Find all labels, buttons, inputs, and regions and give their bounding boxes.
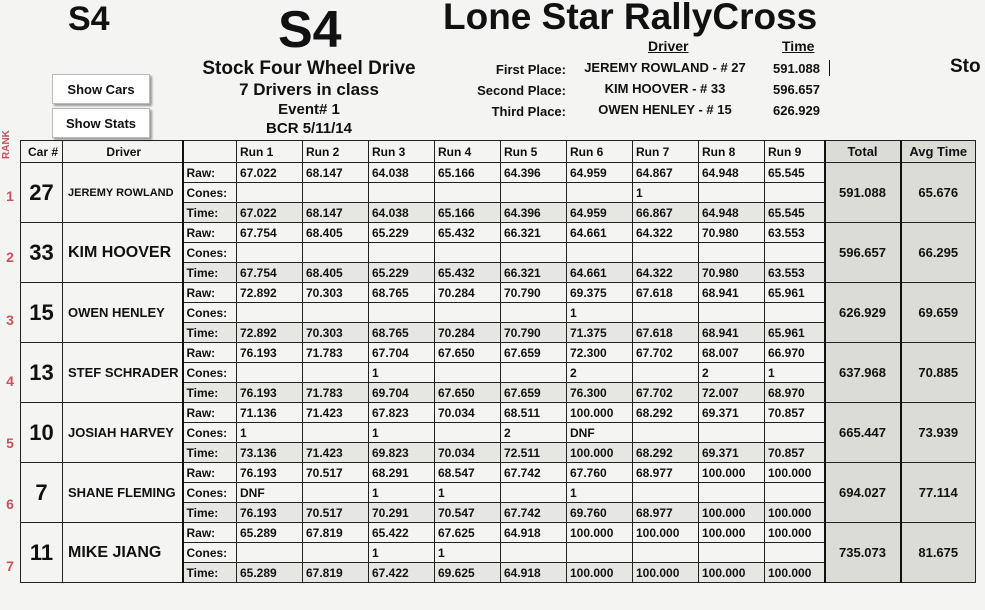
car-number: 33 bbox=[21, 223, 63, 283]
run-value: 1 bbox=[369, 543, 435, 563]
third-place-time: 626.929 bbox=[773, 103, 820, 118]
run-value: 68.765 bbox=[369, 323, 435, 343]
run-value bbox=[633, 303, 699, 323]
run-value: 68.765 bbox=[369, 283, 435, 303]
run-header: Run 3 bbox=[369, 141, 435, 163]
run-value: 72.511 bbox=[501, 443, 567, 463]
run-value: 63.553 bbox=[765, 223, 825, 243]
avg-time: 73.939 bbox=[901, 403, 976, 463]
total-time: 626.929 bbox=[825, 283, 901, 343]
run-value: 71.423 bbox=[303, 443, 369, 463]
run-value: 70.303 bbox=[303, 283, 369, 303]
first-place-label: First Place: bbox=[495, 62, 566, 77]
run-value: 70.034 bbox=[435, 403, 501, 423]
run-value: 68.405 bbox=[303, 223, 369, 243]
avg-time: 69.659 bbox=[901, 283, 976, 343]
run-value: 68.941 bbox=[699, 323, 765, 343]
first-place-time: 591.088 bbox=[773, 61, 820, 76]
avg-time: 77.114 bbox=[901, 463, 976, 523]
run-header: Run 7 bbox=[633, 141, 699, 163]
total-header: Total bbox=[825, 141, 901, 163]
row-label: Cones: bbox=[183, 483, 237, 503]
run-value bbox=[435, 243, 501, 263]
run-value bbox=[303, 183, 369, 203]
row-label: Cones: bbox=[183, 543, 237, 563]
run-value bbox=[303, 483, 369, 503]
third-place-driver: OWEN HENLEY - # 15 bbox=[598, 102, 732, 117]
row-label: Raw: bbox=[183, 283, 237, 303]
run-value bbox=[699, 243, 765, 263]
run-value: 69.704 bbox=[369, 383, 435, 403]
run-value bbox=[237, 183, 303, 203]
row-label: Raw: bbox=[183, 163, 237, 183]
run-value: 65.545 bbox=[765, 163, 825, 183]
driver-header: Driver bbox=[63, 141, 183, 163]
run-value bbox=[567, 543, 633, 563]
run-value: 72.892 bbox=[237, 323, 303, 343]
run-value bbox=[699, 183, 765, 203]
rank-number: 5 bbox=[6, 435, 14, 451]
driver-name: SHANE FLEMING bbox=[63, 463, 183, 523]
row-label: Raw: bbox=[183, 403, 237, 423]
run-value: DNF bbox=[237, 483, 303, 503]
run-value: 1 bbox=[765, 363, 825, 383]
car-number: 27 bbox=[21, 163, 63, 223]
driver-name: JOSIAH HARVEY bbox=[63, 403, 183, 463]
run-value bbox=[303, 303, 369, 323]
run-value: 67.754 bbox=[237, 223, 303, 243]
run-value: 69.625 bbox=[435, 563, 501, 583]
run-value: 1 bbox=[369, 363, 435, 383]
run-value: 68.147 bbox=[303, 163, 369, 183]
run-value: 100.000 bbox=[699, 503, 765, 523]
run-value: 71.423 bbox=[303, 403, 369, 423]
run-value: 64.038 bbox=[369, 163, 435, 183]
run-value: 100.000 bbox=[567, 563, 633, 583]
total-time: 694.027 bbox=[825, 463, 901, 523]
run-value: 100.000 bbox=[765, 523, 825, 543]
run-value bbox=[699, 483, 765, 503]
total-time: 735.073 bbox=[825, 523, 901, 583]
car-number: 15 bbox=[21, 283, 63, 343]
avg-time: 65.676 bbox=[901, 163, 976, 223]
run-value: 65.229 bbox=[369, 223, 435, 243]
run-value: 67.742 bbox=[501, 463, 567, 483]
car-number: 11 bbox=[21, 523, 63, 583]
run-value: 68.147 bbox=[303, 203, 369, 223]
run-value: 1 bbox=[567, 483, 633, 503]
run-value: 2 bbox=[567, 363, 633, 383]
class-name: Stock Four Wheel Drive bbox=[202, 58, 416, 79]
table-row bbox=[21, 223, 976, 243]
run-header: Run 2 bbox=[303, 141, 369, 163]
run-value: 68.977 bbox=[633, 503, 699, 523]
run-value: 67.650 bbox=[435, 343, 501, 363]
run-value: 1 bbox=[237, 423, 303, 443]
run-value: 67.022 bbox=[237, 163, 303, 183]
run-value: 71.783 bbox=[303, 383, 369, 403]
run-value: 69.375 bbox=[567, 283, 633, 303]
driver-name: KIM HOOVER bbox=[63, 223, 183, 283]
run-value: 67.819 bbox=[303, 523, 369, 543]
run-value bbox=[699, 543, 765, 563]
run-value bbox=[567, 243, 633, 263]
run-value: 65.961 bbox=[765, 323, 825, 343]
run-value: 66.321 bbox=[501, 263, 567, 283]
table-header-row bbox=[21, 141, 976, 163]
run-value: 71.375 bbox=[567, 323, 633, 343]
run-value: 64.959 bbox=[567, 203, 633, 223]
second-place-time: 596.657 bbox=[773, 82, 820, 97]
run-value: 70.284 bbox=[435, 323, 501, 343]
run-value: 70.980 bbox=[699, 263, 765, 283]
run-value: 65.229 bbox=[369, 263, 435, 283]
run-value bbox=[633, 243, 699, 263]
run-value: 66.321 bbox=[501, 223, 567, 243]
run-value: 68.292 bbox=[633, 403, 699, 423]
run-value: 76.193 bbox=[237, 463, 303, 483]
run-value: 100.000 bbox=[633, 523, 699, 543]
rank-number: 4 bbox=[6, 373, 14, 389]
run-value bbox=[567, 183, 633, 203]
run-value: 65.961 bbox=[765, 283, 825, 303]
run-header: Run 6 bbox=[567, 141, 633, 163]
third-place-label: Third Place: bbox=[491, 104, 566, 119]
run-value bbox=[435, 423, 501, 443]
table-row bbox=[21, 163, 976, 183]
row-label: Time: bbox=[183, 443, 237, 463]
run-value: 1 bbox=[633, 183, 699, 203]
run-value: 65.432 bbox=[435, 263, 501, 283]
run-value: 68.977 bbox=[633, 463, 699, 483]
run-value bbox=[501, 543, 567, 563]
run-header: Run 5 bbox=[501, 141, 567, 163]
driver-name: JEREMY ROWLAND bbox=[63, 163, 183, 223]
run-value: 65.289 bbox=[237, 523, 303, 543]
run-value: 64.661 bbox=[567, 263, 633, 283]
run-value bbox=[501, 243, 567, 263]
row-label: Time: bbox=[183, 503, 237, 523]
results-table bbox=[20, 140, 976, 583]
run-value: 76.193 bbox=[237, 343, 303, 363]
run-value bbox=[237, 363, 303, 383]
rank-number: 6 bbox=[6, 496, 14, 512]
run-value: DNF bbox=[567, 423, 633, 443]
car-number: 7 bbox=[21, 463, 63, 523]
run-value: 72.007 bbox=[699, 383, 765, 403]
row-label: Cones: bbox=[183, 363, 237, 383]
run-value: 67.702 bbox=[633, 343, 699, 363]
run-value: 71.136 bbox=[237, 403, 303, 423]
run-value: 1 bbox=[435, 483, 501, 503]
row-label: Raw: bbox=[183, 343, 237, 363]
first-place-driver: JEREMY ROWLAND - # 27 bbox=[584, 60, 746, 75]
run-value: 65.289 bbox=[237, 563, 303, 583]
run-value: 65.166 bbox=[435, 163, 501, 183]
run-value bbox=[765, 543, 825, 563]
run-value: 100.000 bbox=[765, 563, 825, 583]
label-header bbox=[183, 141, 237, 163]
run-value: 100.000 bbox=[567, 443, 633, 463]
run-value: 63.553 bbox=[765, 263, 825, 283]
total-time: 596.657 bbox=[825, 223, 901, 283]
drivers-in-class: 7 Drivers in class bbox=[239, 80, 379, 99]
row-label: Time: bbox=[183, 323, 237, 343]
run-value: 65.545 bbox=[765, 203, 825, 223]
run-value: 64.322 bbox=[633, 263, 699, 283]
podium-time-heading: Time bbox=[782, 38, 815, 54]
run-value bbox=[501, 363, 567, 383]
run-value bbox=[633, 363, 699, 383]
row-label: Time: bbox=[183, 263, 237, 283]
run-value: 70.034 bbox=[435, 443, 501, 463]
run-value bbox=[303, 363, 369, 383]
table-row bbox=[21, 523, 976, 543]
run-value: 70.790 bbox=[501, 283, 567, 303]
total-time: 637.968 bbox=[825, 343, 901, 403]
run-value bbox=[765, 183, 825, 203]
run-value: 1 bbox=[435, 543, 501, 563]
run-value: 67.754 bbox=[237, 263, 303, 283]
rank-number: 7 bbox=[6, 558, 14, 574]
driver-name: OWEN HENLEY bbox=[63, 283, 183, 343]
run-value: 100.000 bbox=[567, 403, 633, 423]
run-value: 64.867 bbox=[633, 163, 699, 183]
row-label: Cones: bbox=[183, 183, 237, 203]
car-number-header: Car # bbox=[21, 141, 63, 163]
run-value: 70.980 bbox=[699, 223, 765, 243]
run-value: 67.760 bbox=[567, 463, 633, 483]
run-value bbox=[501, 483, 567, 503]
run-value: 65.422 bbox=[369, 523, 435, 543]
cutoff-text: Sto bbox=[950, 56, 981, 77]
run-value: 67.659 bbox=[501, 343, 567, 363]
run-value: 76.193 bbox=[237, 383, 303, 403]
row-label: Raw: bbox=[183, 463, 237, 483]
run-value: 66.970 bbox=[765, 343, 825, 363]
run-value: 100.000 bbox=[699, 523, 765, 543]
run-value: 67.702 bbox=[633, 383, 699, 403]
car-number: 10 bbox=[21, 403, 63, 463]
venue-date: BCR 5/11/14 bbox=[266, 120, 352, 137]
run-value bbox=[765, 423, 825, 443]
row-label: Time: bbox=[183, 563, 237, 583]
run-value: 67.704 bbox=[369, 343, 435, 363]
run-value: 68.970 bbox=[765, 383, 825, 403]
show-cars-button[interactable]: Show Cars bbox=[52, 74, 150, 104]
run-header: Run 8 bbox=[699, 141, 765, 163]
podium-driver-heading: Driver bbox=[648, 38, 689, 54]
run-value bbox=[237, 543, 303, 563]
rank-number: 1 bbox=[6, 188, 14, 204]
run-value: 70.790 bbox=[501, 323, 567, 343]
run-value: 64.959 bbox=[567, 163, 633, 183]
run-value: 68.292 bbox=[633, 443, 699, 463]
avg-time: 81.675 bbox=[901, 523, 976, 583]
row-label: Cones: bbox=[183, 303, 237, 323]
run-value: 2 bbox=[501, 423, 567, 443]
run-value bbox=[765, 243, 825, 263]
run-value: 100.000 bbox=[633, 563, 699, 583]
avg-time-header: Avg Time bbox=[901, 141, 976, 163]
run-value: 64.038 bbox=[369, 203, 435, 223]
run-value: 70.291 bbox=[369, 503, 435, 523]
run-value: 64.396 bbox=[501, 203, 567, 223]
run-value: 100.000 bbox=[765, 503, 825, 523]
rank-number: 3 bbox=[6, 312, 14, 328]
run-value: 70.303 bbox=[303, 323, 369, 343]
run-value: 67.618 bbox=[633, 323, 699, 343]
run-value bbox=[501, 303, 567, 323]
run-value: 68.007 bbox=[699, 343, 765, 363]
run-value: 70.857 bbox=[765, 443, 825, 463]
run-value bbox=[435, 303, 501, 323]
run-value: 70.517 bbox=[303, 503, 369, 523]
run-value: 73.136 bbox=[237, 443, 303, 463]
run-value bbox=[303, 423, 369, 443]
text-cursor bbox=[829, 60, 830, 76]
row-label: Raw: bbox=[183, 223, 237, 243]
run-value: 67.659 bbox=[501, 383, 567, 403]
run-value: 69.371 bbox=[699, 403, 765, 423]
run-value: 76.300 bbox=[567, 383, 633, 403]
run-value bbox=[303, 543, 369, 563]
run-header: Run 4 bbox=[435, 141, 501, 163]
event-number: Event# 1 bbox=[278, 101, 340, 118]
total-time: 665.447 bbox=[825, 403, 901, 463]
row-label: Time: bbox=[183, 203, 237, 223]
run-header: Run 9 bbox=[765, 141, 825, 163]
run-value: 71.783 bbox=[303, 343, 369, 363]
run-value bbox=[237, 303, 303, 323]
class-code-large: S4 bbox=[278, 1, 342, 59]
run-value: 67.618 bbox=[633, 283, 699, 303]
avg-time: 70.885 bbox=[901, 343, 976, 403]
total-time: 591.088 bbox=[825, 163, 901, 223]
run-value bbox=[633, 483, 699, 503]
driver-name: STEF SCHRADER bbox=[63, 343, 183, 403]
run-value: 2 bbox=[699, 363, 765, 383]
run-value: 68.511 bbox=[501, 403, 567, 423]
row-label: Raw: bbox=[183, 523, 237, 543]
driver-name: MIKE JIANG bbox=[63, 523, 183, 583]
car-number: 13 bbox=[21, 343, 63, 403]
run-value: 69.760 bbox=[567, 503, 633, 523]
run-value: 69.823 bbox=[369, 443, 435, 463]
run-value: 100.000 bbox=[699, 463, 765, 483]
run-value bbox=[237, 243, 303, 263]
class-code-small: S4 bbox=[68, 0, 110, 38]
run-value: 72.300 bbox=[567, 343, 633, 363]
run-value bbox=[435, 183, 501, 203]
second-place-label: Second Place: bbox=[477, 83, 566, 98]
run-value: 64.948 bbox=[699, 163, 765, 183]
org-title: Lone Star RallyCross bbox=[443, 0, 818, 37]
run-value: 100.000 bbox=[567, 523, 633, 543]
run-value: 68.405 bbox=[303, 263, 369, 283]
run-value: 64.661 bbox=[567, 223, 633, 243]
run-value bbox=[699, 423, 765, 443]
run-value: 67.625 bbox=[435, 523, 501, 543]
run-value: 67.742 bbox=[501, 503, 567, 523]
show-stats-button[interactable]: Show Stats bbox=[52, 108, 150, 138]
table-row bbox=[21, 403, 976, 423]
run-value: 70.517 bbox=[303, 463, 369, 483]
run-value bbox=[369, 243, 435, 263]
run-value: 64.918 bbox=[501, 563, 567, 583]
run-value bbox=[633, 543, 699, 563]
run-value: 70.547 bbox=[435, 503, 501, 523]
avg-time: 66.295 bbox=[901, 223, 976, 283]
second-place-driver: KIM HOOVER - # 33 bbox=[604, 81, 726, 96]
run-value: 76.193 bbox=[237, 503, 303, 523]
run-value bbox=[435, 363, 501, 383]
run-value bbox=[501, 183, 567, 203]
row-label: Cones: bbox=[183, 243, 237, 263]
run-value bbox=[765, 303, 825, 323]
run-value: 100.000 bbox=[699, 563, 765, 583]
run-value bbox=[699, 303, 765, 323]
run-value: 100.000 bbox=[765, 463, 825, 483]
run-value: 68.291 bbox=[369, 463, 435, 483]
run-value: 68.941 bbox=[699, 283, 765, 303]
rank-label: RANK bbox=[1, 130, 12, 160]
rank-number: 2 bbox=[6, 249, 14, 265]
run-value: 1 bbox=[369, 423, 435, 443]
row-label: Time: bbox=[183, 383, 237, 403]
run-value: 72.892 bbox=[237, 283, 303, 303]
run-value: 69.371 bbox=[699, 443, 765, 463]
run-value: 1 bbox=[567, 303, 633, 323]
run-value: 64.918 bbox=[501, 523, 567, 543]
run-value: 67.022 bbox=[237, 203, 303, 223]
run-header: Run 1 bbox=[237, 141, 303, 163]
table-row bbox=[21, 463, 976, 483]
run-value: 67.422 bbox=[369, 563, 435, 583]
run-value: 68.547 bbox=[435, 463, 501, 483]
run-value: 64.396 bbox=[501, 163, 567, 183]
run-value: 64.948 bbox=[699, 203, 765, 223]
table-row bbox=[21, 283, 976, 303]
run-value: 67.650 bbox=[435, 383, 501, 403]
run-value bbox=[633, 423, 699, 443]
run-value: 66.867 bbox=[633, 203, 699, 223]
row-label: Cones: bbox=[183, 423, 237, 443]
run-value: 70.857 bbox=[765, 403, 825, 423]
run-value bbox=[765, 483, 825, 503]
run-value bbox=[369, 303, 435, 323]
run-value: 67.819 bbox=[303, 563, 369, 583]
run-value: 65.166 bbox=[435, 203, 501, 223]
run-value bbox=[303, 243, 369, 263]
run-value: 64.322 bbox=[633, 223, 699, 243]
run-value: 70.284 bbox=[435, 283, 501, 303]
run-value: 65.432 bbox=[435, 223, 501, 243]
table-row bbox=[21, 343, 976, 363]
run-value bbox=[369, 183, 435, 203]
run-value: 1 bbox=[369, 483, 435, 503]
run-value: 67.823 bbox=[369, 403, 435, 423]
